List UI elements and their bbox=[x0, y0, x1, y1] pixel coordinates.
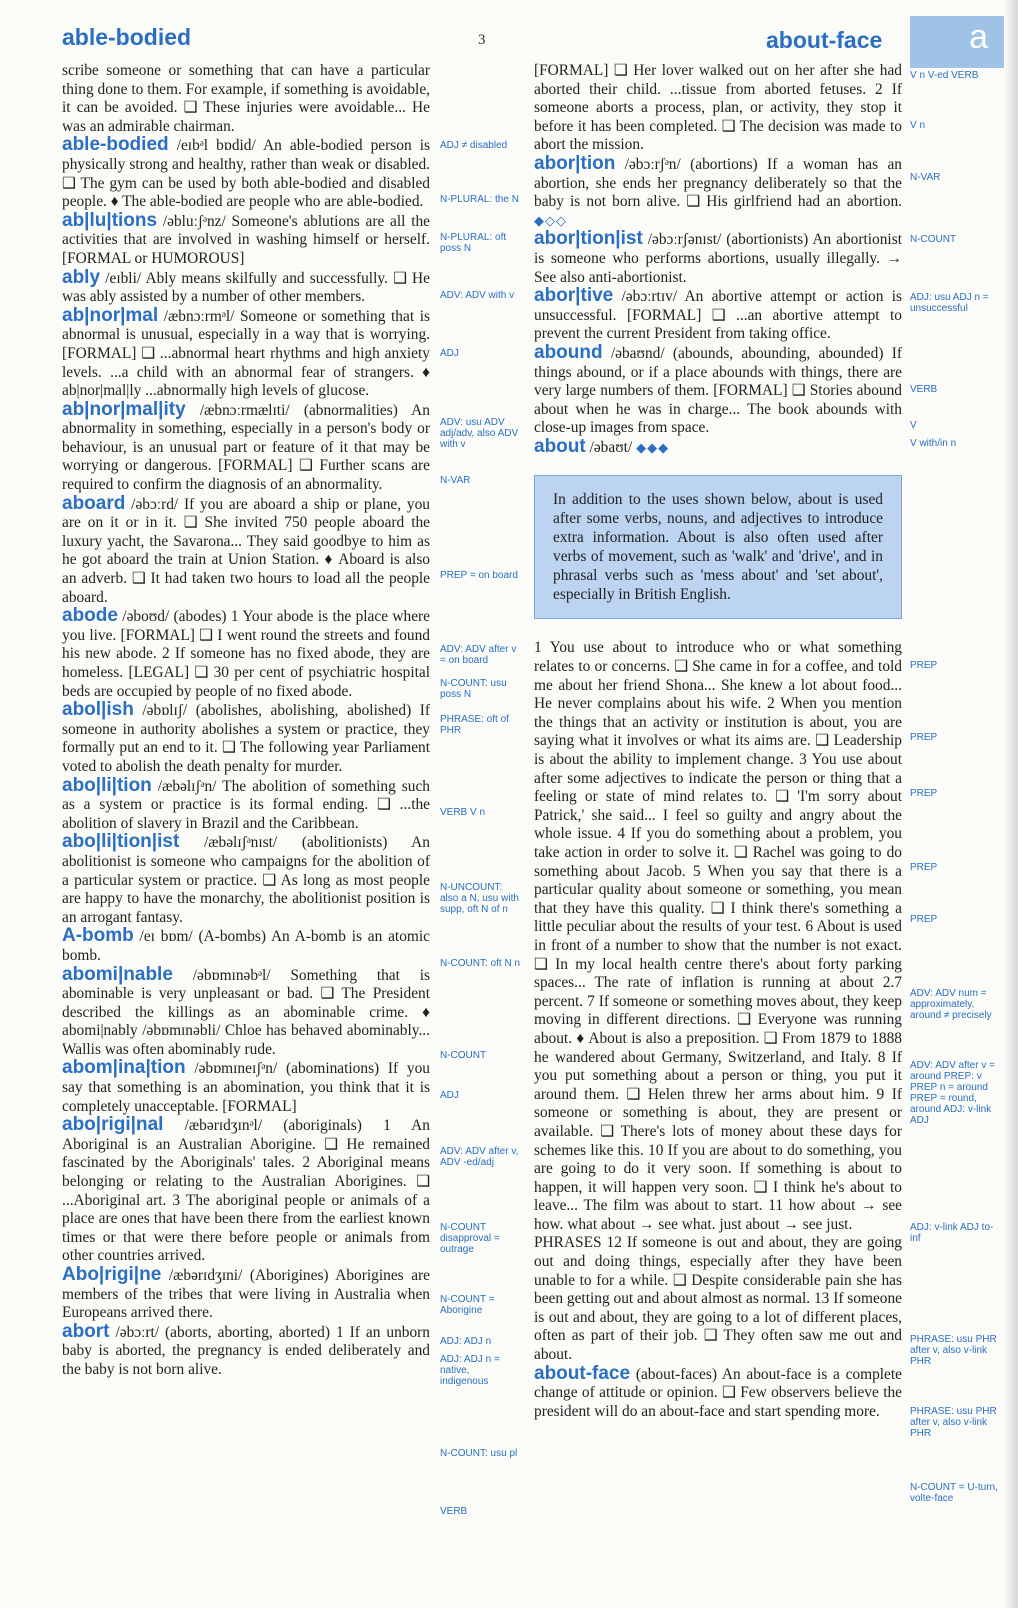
grammar-label: ADV: ADV with v bbox=[440, 290, 515, 301]
grammar-label: ADV: ADV after v = around PREP: v PREP n = around PREP = round, around ADJ: v-link ADJ bbox=[910, 1060, 995, 1126]
grammar-label: ADJ bbox=[440, 348, 459, 359]
grammar-label: N-PLURAL: the N bbox=[440, 194, 519, 205]
grammar-label: ADJ: ADJ n bbox=[440, 1336, 492, 1347]
grammar-label: VERB V n bbox=[440, 807, 486, 818]
thumb-index-tab bbox=[910, 16, 1006, 68]
entry: abom|ina|tion /əbɒmɪneɪʃᵊn/ (abominations) If you say that something is an abomination, you think that it is completely unacceptable. [FORMAL] bbox=[62, 1057, 430, 1115]
grammar-label: ADJ: ADJ n = native, indigenous bbox=[440, 1354, 500, 1387]
grammar-label: PHRASE: usu PHR after v, also v-link PHR bbox=[910, 1334, 997, 1367]
grammar-label: N-COUNT: usu poss N bbox=[440, 678, 507, 700]
grammar-label: PREP bbox=[910, 914, 938, 925]
grammar-label: V n bbox=[910, 120, 926, 131]
grammar-label: N-COUNT: usu pl bbox=[440, 1448, 518, 1459]
grammar-label: ADV: ADV num = approximately, around ≠ precisely bbox=[910, 988, 992, 1021]
grammar-label: V bbox=[910, 420, 917, 431]
left-column bbox=[62, 62, 430, 1380]
entry: about /əbaʊt/ ◆◆◆ bbox=[534, 435, 670, 457]
entry: A-bomb /eɪ bɒm/ (A-bombs) An A-bomb is an atomic bomb. bbox=[62, 925, 430, 964]
entry: abol|ish /əbɒlɪʃ/ (abolishes, abolishing, abolished) If someone in authority abolishes a system or practice, they formally put an end to it. ❑ The following year Parliament voted to abolish the death penalty for murder. bbox=[62, 699, 430, 775]
grammar-label: N-PLURAL: oft poss N bbox=[440, 232, 507, 254]
entry: abomi|nable /əbɒmɪnəbᵊl/ Something that is abominable is very unpleasant or bad. ❑ The President described the killings as an abominable crime. ♦ abomi|nably /əbɒmɪnəbli/ Chloe has behaved abominably... Wallis was often abominably rude. bbox=[62, 963, 430, 1058]
entry: abort /əbɔːrt/ (aborts, aborting, aborted) 1 If an unborn baby is aborted, the pregnancy is ended deliberately and the baby is not born alive. bbox=[62, 1320, 430, 1378]
grammar-label: VERB bbox=[910, 384, 938, 395]
grammar-label: PREP bbox=[910, 660, 938, 671]
entry-senses: 1 You use about to introduce who or what something relates to or concerns. ❑ She came in for a coffee, and told me about her friend Shona... She knew a lot about food... He never complains about his wife. 2 When you mention the things that an activity or institution is about, you are saying what it involves or what its aims are. ❑ Leadership is about the ability to implement change. 3 You use about after some adjectives to indicate the person or thing that a feeling or state of mind relates to. ❑ 'I'm sorry about Patrick,' she said... I feel so guilty and angry about the whole issue. 4 If you do something about a problem, you take action in order to solve it. ❑ Rachel was going to do something about Jacob. 5 When you say that there is a particular quality about someone or something, you mean that they have this quality. ❑ I think there's something a little peculiar about the results of your test. 6 About is used in front of a number to show that the number is not exact. ❑ In my local health centre there's about forty parking spaces... The rate of inflation is running at about 2.7 percent. 7 If someone or something moves about, they keep moving in different directions. ❑ Everyone was running about. ♦ About is also a preposition. ❑ From 1879 to 1888 he wandered about Germany, Switzerland, and Italy. 8 If you put something about a person or thing, you put it around them. ❑ Helen threw her arms about him. 9 If someone or something is about, they are present or available. ❑ There's lots of money about these days for schemes like this. 10 If you are about to do something, you are going to do it very soon. If something is about to happen, it will happen very soon. ❑ I think he's about to leave... The film was about to start. 11 how about → see how. what about → see what. just about → see just. bbox=[534, 639, 902, 1233]
grammar-label: ADJ bbox=[440, 1090, 459, 1101]
grammar-label: ADJ ≠ disabled bbox=[440, 140, 508, 151]
entry: abor|tion|ist /əbɔːrʃənɪst/ (abortionists) An abortionist is someone who performs abortions, usually illegally. → See also anti-abortionist. bbox=[534, 228, 902, 286]
grammar-label: PREP bbox=[910, 788, 938, 799]
grammar-label: N-COUNT = Aborigine bbox=[440, 1294, 495, 1316]
grammar-label: PHRASE: usu PHR after v, also v-link PHR bbox=[910, 1406, 997, 1439]
grammar-label: PREP = on board bbox=[440, 570, 518, 581]
grammar-label: N-COUNT disapproval = outrage bbox=[440, 1222, 500, 1255]
entry: abor|tive /əbɔːrtɪv/ An abortive attempt or action is unsuccessful. [FORMAL] ❑ ...an abortive attempt to prevent the current President from taking office. bbox=[534, 285, 902, 343]
entry: abo|li|tion|ist /æbəlɪʃᵊnɪst/ (abolitionists) An abolitionist is someone who campaigns for the abolition of a particular system or practice. ❑ As long as most people are happy to have the monarchy, the abolitionist position is an arrogant fantasy. bbox=[62, 831, 430, 926]
grammar-label: N-UNCOUNT: also a N, usu with supp, oft N of n bbox=[440, 882, 519, 915]
grammar-label: N-COUNT = U-turn, volte-face bbox=[910, 1482, 998, 1504]
frequency-diamonds: ◆◆◆ bbox=[636, 439, 670, 455]
grammar-label: ADV: ADV after v = on board bbox=[440, 644, 517, 666]
grammar-label: ADJ: v-link ADJ to-inf bbox=[910, 1222, 994, 1244]
page-edge-shadow bbox=[1004, 0, 1018, 1608]
grammar-label: PREP bbox=[910, 862, 938, 873]
entry: ab|lu|tions /əbluːʃᵊnz/ Someone's ablutions are all the activities that are involved in washing himself or herself. [FORMAL or HUMOROUS] bbox=[62, 209, 430, 267]
grammar-label: N-VAR bbox=[440, 475, 471, 486]
thumb-index-letter: a bbox=[969, 18, 988, 56]
grammar-label: N-VAR bbox=[910, 172, 941, 183]
usage-info-box: In addition to the uses shown below, about is used after some verbs, nouns, and adjectives to introduce extra information. About is also often used after verbs of movement, such as 'walk' and 'drive', and in phrasal verbs such as 'mess about' and 'set about', especially in British English. bbox=[534, 475, 902, 619]
grammar-label: ADV: usu ADV adj/adv, also ADV with v bbox=[440, 417, 519, 450]
entry: abo|li|tion /æbəlɪʃᵊn/ The abolition of something such as a system or practice is its formal ending. ❑ ...the abolition of slavery in Brazil and the Caribbean. bbox=[62, 774, 430, 832]
grammar-label: N-COUNT bbox=[440, 1050, 487, 1061]
grammar-label: ADV: ADV after v, ADV -ed/adj bbox=[440, 1146, 519, 1168]
entry-phrases: PHRASES 12 If someone is out and about, they are going out and doing things, especially after they have been unable to for a while. ❑ Despite considerable pain she has been getting out and about almost as normal. 13 If someone is out and about, they are going to a lot of different places, often as part of their job. ❑ They often saw me out and about. bbox=[534, 1234, 903, 1364]
grammar-label: V n V-ed VERB bbox=[910, 70, 979, 81]
entry: ab|nor|mal|ity /æbnɔːrmælɪti/ (abnormalities) An abnormality in something, especially in a person's body or behaviour, is an unusual part or feature of it that may be worrying or dangerous. [FORMAL] ❑ Further scans are required to confirm the diagnosis of an abnormality. bbox=[62, 398, 430, 494]
entry: abor|tion /əbɔːrʃᵊn/ (abortions) If a woman has an abortion, she ends her pregnancy deliberately so that the baby is not born alive. ❑ His girlfriend had an abortion. ◆◇◇ bbox=[534, 152, 903, 228]
right-column bbox=[534, 62, 902, 1421]
frequency-diamonds: ◆◇◇ bbox=[534, 212, 567, 228]
grammar-label: N-COUNT bbox=[910, 234, 957, 245]
entry: abound /əbaʊnd/ (abounds, abounding, abounded) If things abound, or if a place abounds with things, there are very large numbers of them. [FORMAL] ❑ Stories abound about when he was in charge... The book abounds with close-up images from space. bbox=[534, 341, 902, 437]
entry: about-face (about-faces) An about-face is a complete change of attitude or opinion. ❑ Few observers believe the president will do an about-face and start spending more. bbox=[534, 1362, 902, 1420]
header-right-guide-word: about-face bbox=[766, 27, 883, 53]
grammar-label: PHRASE: oft of PHR bbox=[440, 714, 509, 736]
grammar-label: VERB bbox=[440, 1506, 468, 1517]
entry: abode /əboʊd/ (abodes) 1 Your abode is the place where you live. [FORMAL] ❑ I went round the streets and found his new abode. 2 If someone has no fixed abode, they are homeless. [LEGAL] ❑ 30 per cent of psychiatric hospital beds are occupied by people of no fixed abode. bbox=[62, 605, 430, 700]
entry: able-bodied /eɪbᵊl bɒdid/ An able-bodied person is physically strong and healthy, rather than weak or disabled. ❑ The gym can be used by both able-bodied and disabled people. ♦ The able-bodied are people who are able-bodied. bbox=[62, 134, 430, 211]
page-number: 3 bbox=[478, 32, 486, 48]
entry: abo|rigi|nal /æbərɪdʒɪnᵊl/ (aboriginals) 1 An Aboriginal is an Australian Aborigine. ❑ He remained fascinated by the Aboriginals' tales. 2 Aboriginal means belonging or relating to the Australian Aborigines. ❑ ...Aboriginal art. 3 The aboriginal people or animals of a place are ones that have been there from the earliest known times or that were there before people or animals from other countries arrived. bbox=[62, 1114, 430, 1265]
grammar-label: PREP bbox=[910, 732, 938, 743]
entry: ab|nor|mal /æbnɔːrmᵊl/ Someone or something that is abnormal is unusual, especially in a way that is worrying. [FORMAL] ❑ ...abnormal heart rhythms and high anxiety levels. ...a child with an abnormal fear of strangers. ♦ ab|nor|mal|ly ...abnormally high levels of glucose. bbox=[62, 304, 430, 400]
header-left-guide-word: able-bodied bbox=[62, 24, 192, 50]
entry-continued: scribe someone or something that can have a particular thing done to them. For example, if something is avoidable, it can be avoided. ❑ These injuries were avoidable... He was an admirable chairman. bbox=[62, 62, 430, 135]
grammar-label: N-COUNT: oft N n bbox=[440, 958, 521, 969]
grammar-label: ADJ: usu ADJ n = unsuccessful bbox=[910, 292, 989, 314]
entry-continued: [FORMAL] ❑ Her lover walked out on her after she had aborted their child. ...tissue from aborted fetuses. 2 If someone aborts a process, plan, or activity, they stop it before it has been completed. ❑ The decision was made to abort the mission. bbox=[534, 62, 902, 154]
entry: ably /eɪbli/ Ably means skilfully and successfully. ❑ He was ably assisted by a number of other members. bbox=[62, 266, 430, 306]
grammar-label: V with/in n bbox=[910, 438, 957, 449]
entry: Abo|rigi|ne /æbərɪdʒɪni/ (Aborigines) Aborigines are members of the tribes that were living in Australia when Europeans arrived there. bbox=[62, 1264, 430, 1322]
entry: aboard /əbɔːrd/ If you are aboard a ship or plane, you are on it or in it. ❑ She invited 750 people aboard the luxury yacht, the Savarona... They said goodbye to him as he got aboard the train at Union Station. ♦ Aboard is also an adverb. ❑ It had taken two hours to load all the people aboard. bbox=[62, 492, 430, 606]
